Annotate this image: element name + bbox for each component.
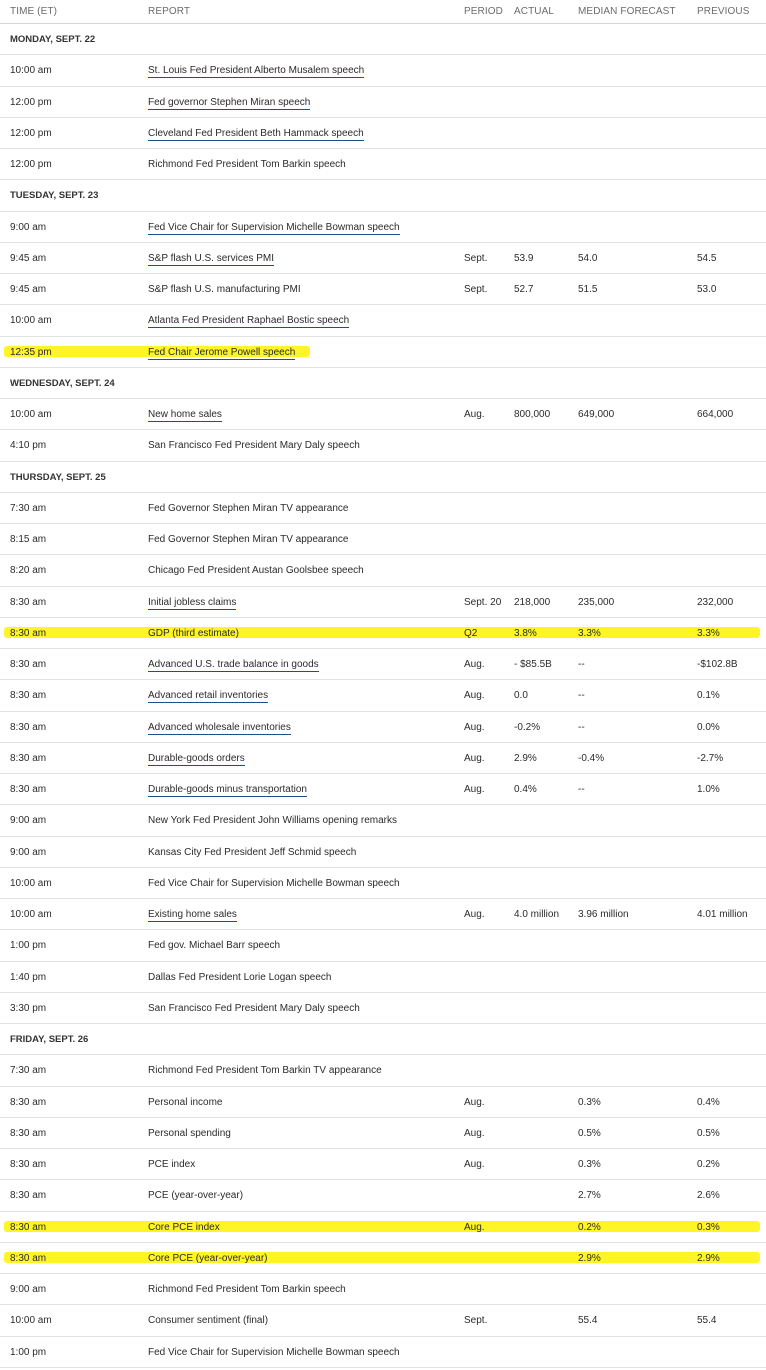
day-label: MONDAY, SEPT. 22 [10,34,96,45]
row-period: Aug. [464,1096,485,1108]
table-row [0,1212,766,1243]
row-previous: 232,000 [697,596,734,608]
table-row [0,1055,766,1086]
report-link[interactable]: Initial jobless claims [148,596,237,608]
row-previous: 0.4% [697,1096,720,1108]
day-header-row [0,368,766,399]
row-report[interactable] [148,409,222,420]
row-time: 8:30 am [10,659,47,670]
row-actual: 2.9% [514,752,537,764]
day-label: FRIDAY, SEPT. 26 [10,1034,89,1045]
report-link[interactable]: Advanced U.S. trade balance in goods [148,659,319,670]
row-median-forecast: 3.96 million [578,909,629,920]
row-previous: 664,000 [697,409,734,420]
row-time: 10:00 am [10,877,52,889]
row-median-forecast: -- [578,784,585,795]
row-actual: 800,000 [514,409,551,420]
report-link[interactable]: St. Louis Fed President Alberto Musalem speech [148,65,365,77]
day-header-row [0,24,766,55]
report-link[interactable]: Durable-goods orders [148,752,245,764]
row-period: Sept. [464,284,488,295]
row-report: PCE (year-over-year) [148,1190,244,1202]
row-report: San Francisco Fed President Mary Daly speech [148,1002,360,1014]
row-report: Personal income [148,1096,223,1108]
table-row [0,212,766,243]
row-median-forecast: 2.9% [578,1252,601,1264]
row-previous: 0.3% [697,1221,720,1233]
table-row [0,337,766,368]
table-row [0,712,766,743]
row-report: Richmond Fed President Tom Barkin speech [148,1284,346,1295]
row-time: 8:30 am [10,1252,47,1264]
row-report: Personal spending [148,1127,231,1139]
row-time: 8:30 am [10,1096,47,1108]
row-time: 8:30 am [10,596,47,608]
row-median-forecast: 3.3% [578,627,601,639]
row-report[interactable] [148,347,295,358]
row-time: 8:30 am [10,627,47,639]
row-period: Aug. [464,1127,485,1139]
table-row [0,962,766,993]
row-actual: 53.9 [514,252,534,264]
row-report[interactable] [148,690,268,701]
row-time: 4:10 pm [10,440,47,452]
row-previous: 2.6% [697,1190,720,1202]
row-time: 1:40 pm [10,971,47,983]
row-report[interactable] [148,128,364,139]
table-row [0,743,766,774]
row-report[interactable] [148,97,310,108]
row-report: Kansas City Fed President Jeff Schmid speech [148,846,357,858]
row-time: 7:30 am [10,1065,47,1077]
row-report: Dallas Fed President Lorie Logan speech [148,971,332,983]
highlighter-mark [4,1221,760,1232]
table-row [0,899,766,930]
header-report: REPORT [148,6,191,17]
header-period: PERIOD [464,6,503,17]
table-row [0,1274,766,1305]
table-row [0,555,766,586]
row-period: Aug. [464,690,485,702]
row-time: 8:30 am [10,784,47,795]
table-row [0,1337,766,1368]
row-report: Richmond Fed President Tom Barkin speech [148,159,346,170]
table-row [0,87,766,118]
report-link[interactable]: Atlanta Fed President Raphael Bostic speech [148,315,350,327]
row-previous: 2.9% [697,1252,720,1264]
day-header-row [0,180,766,211]
table-row [0,930,766,961]
row-median-forecast: -- [578,659,585,670]
table-row [0,1118,766,1149]
row-period: Aug. [464,409,485,420]
row-time: 8:30 am [10,1159,47,1170]
row-actual: 3.8% [514,627,537,639]
row-time: 8:20 am [10,565,47,577]
row-previous: 54.5 [697,252,717,264]
row-report[interactable] [148,597,236,608]
row-median-forecast: 0.5% [578,1127,601,1139]
row-report: Richmond Fed President Tom Barkin TV appearance [148,1065,382,1077]
row-median-forecast: 2.7% [578,1190,601,1202]
row-time: 12:00 pm [10,159,52,170]
row-previous: 53.0 [697,284,717,295]
table-row [0,680,766,711]
row-report[interactable] [148,315,349,326]
table-row [0,1305,766,1336]
row-previous: 0.0% [697,721,720,733]
row-time: 10:00 am [10,909,52,920]
row-time: 12:00 pm [10,127,52,139]
row-previous: -2.7% [697,752,724,764]
report-link[interactable]: S&P flash U.S. services PMI [148,252,274,264]
table-row [0,805,766,836]
row-report[interactable] [148,722,291,733]
row-previous: 3.3% [697,627,720,639]
row-actual: 218,000 [514,596,551,608]
table-row [0,55,766,86]
table-row [0,305,766,336]
row-report: Fed gov. Michael Barr speech [148,940,281,952]
row-period: Sept. 20 [464,596,502,608]
row-period: Aug. [464,752,485,764]
row-time: 1:00 pm [10,940,47,952]
day-label: WEDNESDAY, SEPT. 24 [10,377,115,389]
day-header-row [0,462,766,493]
row-report[interactable] [148,222,400,233]
highlighter-mark [4,1252,760,1263]
table-row [0,774,766,805]
report-link[interactable]: Fed Chair Jerome Powell speech [148,346,296,358]
row-time: 8:30 am [10,721,47,733]
row-report: Fed Governor Stephen Miran TV appearance [148,502,349,514]
report-link[interactable]: Durable-goods minus transportation [148,784,307,795]
row-report: Chicago Fed President Austan Goolsbee speech [148,565,364,577]
table-row [0,493,766,524]
row-time: 8:30 am [10,1127,47,1139]
row-median-forecast: 0.2% [578,1221,601,1233]
row-report[interactable] [148,659,319,670]
highlighter-mark [4,627,760,638]
row-median-forecast: 235,000 [578,596,615,608]
table-row [0,868,766,899]
header-time: TIME (ET) [10,6,58,17]
row-period: Aug. [464,721,485,733]
row-actual: -0.2% [514,721,541,733]
row-actual: 52.7 [514,284,534,295]
table-row [0,618,766,649]
row-median-forecast: -- [578,690,585,702]
row-previous: 0.5% [697,1127,720,1139]
row-report: GDP (third estimate) [148,627,239,639]
row-time: 10:00 am [10,65,52,77]
row-previous: 55.4 [697,1315,717,1327]
row-previous: 4.01 million [697,909,748,920]
row-previous: 0.1% [697,690,720,702]
row-report: S&P flash U.S. manufacturing PMI [148,284,301,295]
row-report[interactable] [148,784,307,795]
table-row [0,1149,766,1180]
row-period: Aug. [464,784,485,795]
row-time: 10:00 am [10,1315,52,1327]
row-median-forecast: -- [578,721,585,733]
row-report: Fed Vice Chair for Supervision Michelle Bowman speech [148,1346,400,1358]
table-row [0,274,766,305]
report-link[interactable]: Fed governor Stephen Miran speech [148,96,311,108]
row-median-forecast: 54.0 [578,252,598,264]
row-report: Core PCE (year-over-year) [148,1252,268,1264]
table-row [0,587,766,618]
table-row [0,837,766,868]
row-period: Sept. [464,1315,488,1327]
row-median-forecast: 55.4 [578,1315,598,1327]
row-period: Aug. [464,659,485,670]
row-time: 9:00 am [10,846,47,858]
row-time: 12:35 pm [10,346,52,358]
row-previous: 0.2% [697,1159,720,1170]
row-time: 9:45 am [10,252,47,264]
table-row [0,118,766,149]
row-time: 9:45 am [10,284,47,295]
row-previous: -$102.8B [697,659,738,670]
row-median-forecast: 649,000 [578,409,615,420]
row-report[interactable] [148,753,245,764]
row-period: Aug. [464,1159,485,1170]
report-link[interactable]: Cleveland Fed President Beth Hammack speech [148,127,364,139]
row-report: Core PCE index [148,1221,220,1233]
row-period: Aug. [464,909,485,920]
row-time: 8:15 am [10,534,47,545]
row-time: 8:30 am [10,752,47,764]
row-time: 12:00 pm [10,96,52,108]
day-header-row [0,1024,766,1055]
table-row [0,1243,766,1274]
row-report: Consumer sentiment (final) [148,1315,269,1327]
day-label: TUESDAY, SEPT. 23 [10,190,99,202]
row-previous: 1.0% [697,784,720,795]
table-row [0,524,766,555]
row-report: Fed Governor Stephen Miran TV appearance [148,534,349,545]
table-row [0,649,766,680]
row-period: Q2 [464,627,478,639]
table-row [0,399,766,430]
row-actual: - $85.5B [514,659,552,670]
row-median-forecast: -0.4% [578,752,605,764]
row-report: PCE index [148,1159,196,1170]
header-actual: ACTUAL [514,6,555,17]
report-link[interactable]: Advanced retail inventories [148,690,269,702]
row-time: 3:30 pm [10,1002,47,1014]
table-row [0,243,766,274]
row-median-forecast: 0.3% [578,1159,601,1170]
report-link[interactable]: New home sales [148,409,222,420]
row-time: 9:00 am [10,221,47,233]
row-report: San Francisco Fed President Mary Daly speech [148,440,360,452]
table-row [0,149,766,180]
row-time: 1:00 pm [10,1346,47,1358]
row-median-forecast: 0.3% [578,1096,601,1108]
row-actual: 0.4% [514,784,537,795]
row-time: 7:30 am [10,502,47,514]
row-actual: 0.0 [514,690,528,702]
table-row [0,1087,766,1118]
report-link[interactable]: Advanced wholesale inventories [148,721,291,733]
row-time: 8:30 am [10,1190,47,1202]
row-report: Fed Vice Chair for Supervision Michelle Bowman speech [148,877,400,889]
row-time: 9:00 am [10,1284,47,1295]
row-report: New York Fed President John Williams opening remarks [148,815,397,827]
row-report[interactable] [148,65,364,76]
header-median-forecast: MEDIAN FORECAST [578,6,676,17]
row-report[interactable] [148,909,237,920]
table-row [0,993,766,1024]
table-row [0,430,766,461]
table-row [0,1180,766,1211]
row-period: Aug. [464,1221,485,1233]
report-link[interactable]: Fed Vice Chair for Supervision Michelle Bowman speech [148,221,400,233]
report-link[interactable]: Existing home sales [148,909,237,920]
row-time: 8:30 am [10,690,47,702]
row-time: 10:00 am [10,315,52,327]
day-label: THURSDAY, SEPT. 25 [10,471,106,483]
row-time: 9:00 am [10,815,47,827]
row-time: 8:30 am [10,1221,47,1233]
header-previous: PREVIOUS [697,6,750,17]
row-period: Sept. [464,252,488,264]
table-header [0,0,766,24]
row-actual: 4.0 million [514,909,560,920]
row-report[interactable] [148,253,274,264]
row-time: 10:00 am [10,409,52,420]
row-median-forecast: 51.5 [578,284,598,295]
